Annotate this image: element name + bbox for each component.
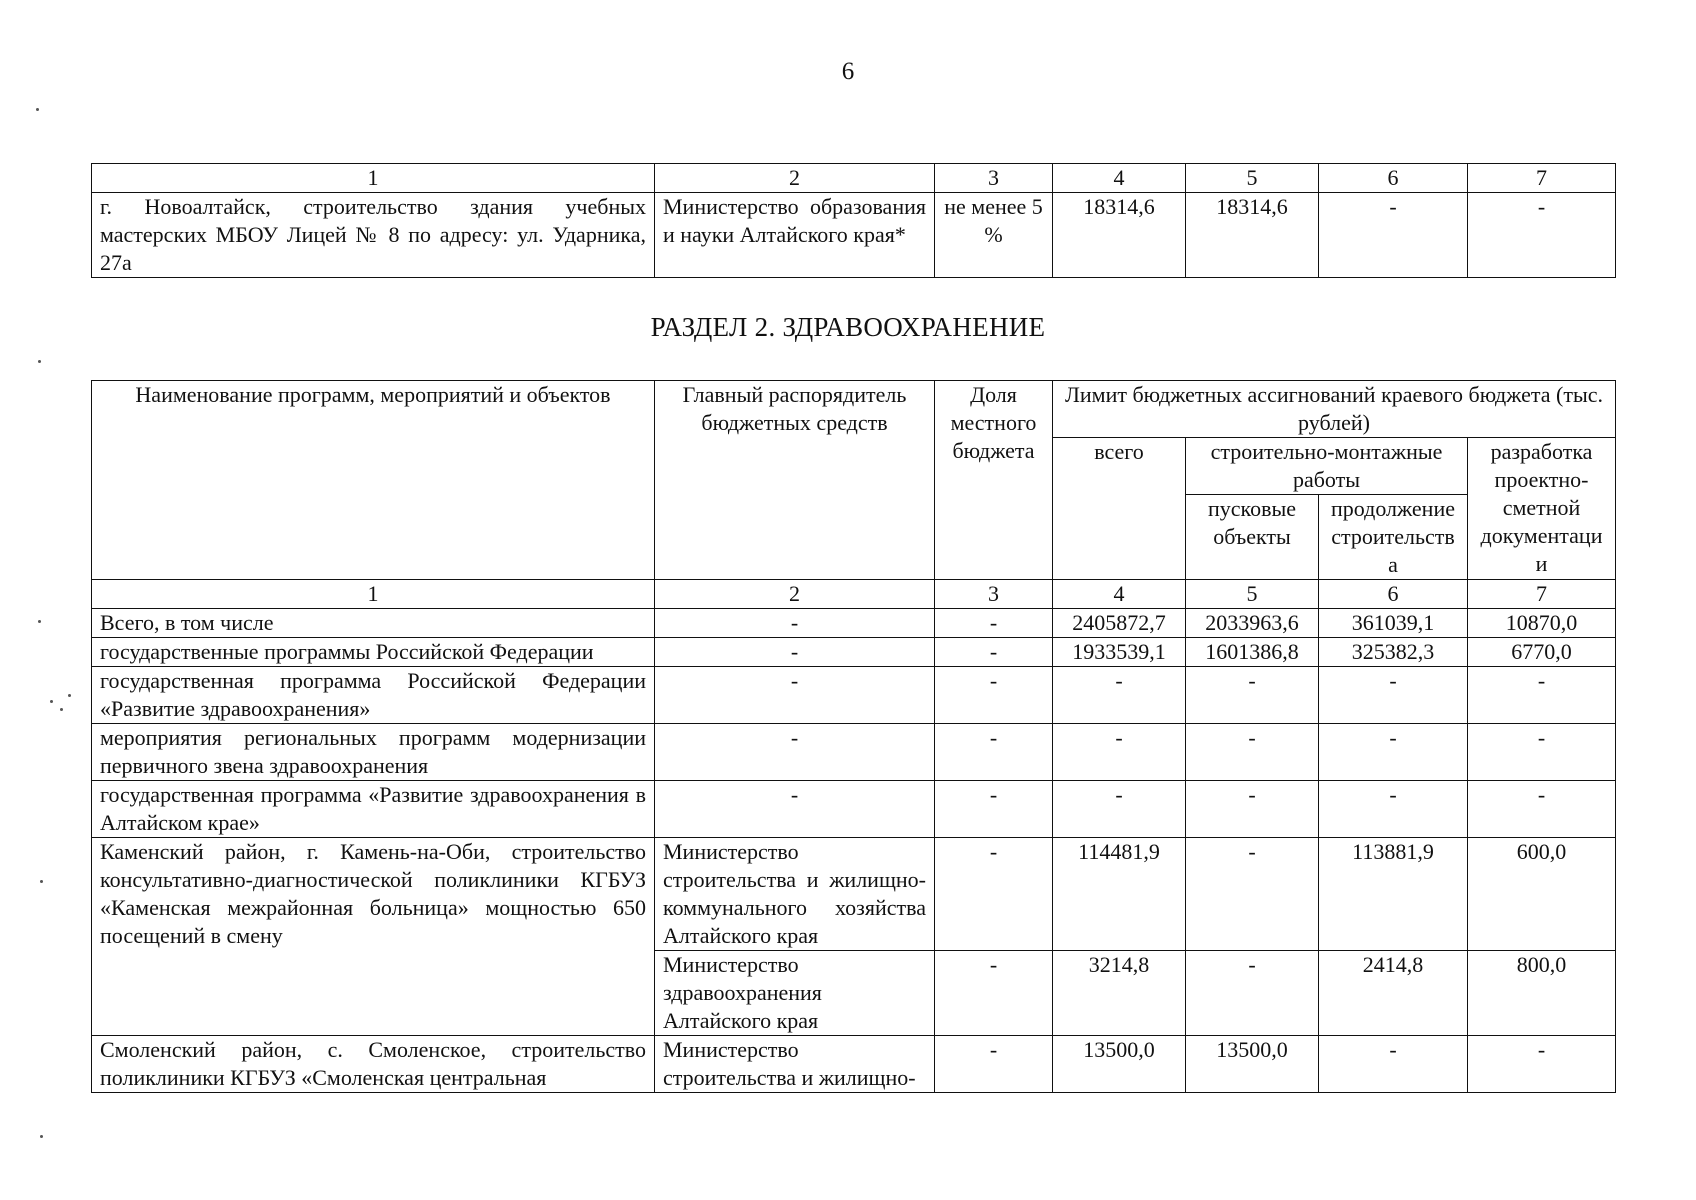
program-name: мероприятия региональных программ модернизации первичного звена здравоохранения [92,724,655,781]
continue-value: 361039,1 [1319,609,1468,638]
local-share: - [935,724,1053,781]
program-name: государственная программа «Развитие здравоохранения в Алтайском крае» [92,781,655,838]
budget-manager: Министерство строительства и жилищно-коммунального хозяйства Алтайского края [655,838,935,951]
col-number: 7 [1468,580,1616,609]
scan-speck [50,700,53,703]
col-number: 6 [1319,164,1468,193]
header-row [92,381,1616,438]
local-share: - [935,638,1053,667]
scan-speck [38,360,41,363]
scan-speck [36,108,39,111]
header-share: Доля местного бюджета [935,381,1053,580]
continue-value: - [1319,193,1468,278]
budget-manager: - [655,667,935,724]
object-name: Каменский район, г. Камень-на-Оби, строительство консультативно-диагностической поликлиники КГБУЗ «Каменская межрайонная больница» мощностью 650 посещений в смену [92,838,655,1036]
col-number: 4 [1053,164,1186,193]
launch-value: 18314,6 [1186,193,1319,278]
local-share: - [935,609,1053,638]
col-number: 7 [1468,164,1616,193]
col-number: 6 [1319,580,1468,609]
table-row [92,193,1616,278]
continue-value: 2414,8 [1319,951,1468,1036]
col-number: 4 [1053,580,1186,609]
continue-value: - [1319,781,1468,838]
healthcare-table [91,380,1616,1093]
scan-speck [60,708,63,711]
budget-manager: - [655,724,935,781]
scan-speck [40,1135,43,1138]
object-name: г. Новоалтайск, строительство здания учебных мастерских МБОУ Лицей № 8 по адресу: ул. Ударника, 27а [92,193,655,278]
total-value: 114481,9 [1053,838,1186,951]
design-value: 10870,0 [1468,609,1616,638]
continue-value: - [1319,667,1468,724]
table-row [92,838,1616,951]
col-number: 2 [655,580,935,609]
local-share: не менее 5 % [935,193,1053,278]
budget-manager: Министерство образования и науки Алтайского края* [655,193,935,278]
budget-manager: - [655,638,935,667]
design-value: 600,0 [1468,838,1616,951]
header-name: Наименование программ, мероприятий и объектов [92,381,655,580]
col-number: 1 [92,580,655,609]
section-title: РАЗДЕЛ 2. ЗДРАВООХРАНЕНИЕ [650,312,1046,342]
table-row [92,667,1616,724]
col-number: 5 [1186,580,1319,609]
local-share: - [935,951,1053,1036]
total-value: 2405872,7 [1053,609,1186,638]
design-value: - [1468,724,1616,781]
launch-value: - [1186,724,1319,781]
col-number: 2 [655,164,935,193]
header-total: всего [1053,438,1186,580]
col-number: 5 [1186,164,1319,193]
header-launch: пусковые объекты [1186,495,1319,580]
continue-value: 325382,3 [1319,638,1468,667]
total-value: - [1053,781,1186,838]
total-value: - [1053,724,1186,781]
continue-value: 113881,9 [1319,838,1468,951]
budget-manager: - [655,781,935,838]
budget-manager: Министерство здравоохранения Алтайского края [655,951,935,1036]
total-value: 1933539,1 [1053,638,1186,667]
header-design: разработка проектно-сметной документации [1468,438,1616,580]
design-value: - [1468,1036,1616,1093]
budget-manager: Министерство строительства и жилищно- [655,1036,935,1093]
launch-value: 13500,0 [1186,1036,1319,1093]
launch-value: - [1186,951,1319,1036]
launch-value: - [1186,781,1319,838]
total-value: 18314,6 [1053,193,1186,278]
header-manager: Главный распорядитель бюджетных средств [655,381,935,580]
column-number-row [92,164,1616,193]
total-value: 3214,8 [1053,951,1186,1036]
table-row [92,724,1616,781]
continue-value: - [1319,1036,1468,1093]
column-number-row [92,580,1616,609]
design-value: 6770,0 [1468,638,1616,667]
local-share: - [935,781,1053,838]
scan-speck [38,620,41,623]
col-number: 3 [935,580,1053,609]
table-row [92,609,1616,638]
header-limit: Лимит бюджетных ассигнований краевого бюджета (тыс. рублей) [1053,381,1616,438]
table-row [92,781,1616,838]
launch-value: - [1186,838,1319,951]
table-row [92,638,1616,667]
program-name: государственная программа Российской Федерации «Развитие здравоохранения» [92,667,655,724]
object-name: Смоленский район, с. Смоленское, строительство поликлиники КГБУЗ «Смоленская центральная [92,1036,655,1093]
header-continue: продолжение строительства [1319,495,1468,580]
page-number: 6 [841,58,855,85]
scan-speck [40,880,43,883]
launch-value: 2033963,6 [1186,609,1319,638]
table-continuation [91,163,1616,278]
design-value: - [1468,781,1616,838]
launch-value: - [1186,667,1319,724]
header-construction: строительно-монтажные работы [1186,438,1468,495]
col-number: 1 [92,164,655,193]
total-value: 13500,0 [1053,1036,1186,1093]
program-name: государственные программы Российской Федерации [92,638,655,667]
continue-value: - [1319,724,1468,781]
local-share: - [935,1036,1053,1093]
table-row [92,1036,1616,1093]
program-name: Всего, в том числе [92,609,655,638]
local-share: - [935,838,1053,951]
design-value: 800,0 [1468,951,1616,1036]
launch-value: 1601386,8 [1186,638,1319,667]
scan-speck [68,694,71,697]
total-value: - [1053,667,1186,724]
local-share: - [935,667,1053,724]
design-value: - [1468,193,1616,278]
col-number: 3 [935,164,1053,193]
budget-manager: - [655,609,935,638]
design-value: - [1468,667,1616,724]
